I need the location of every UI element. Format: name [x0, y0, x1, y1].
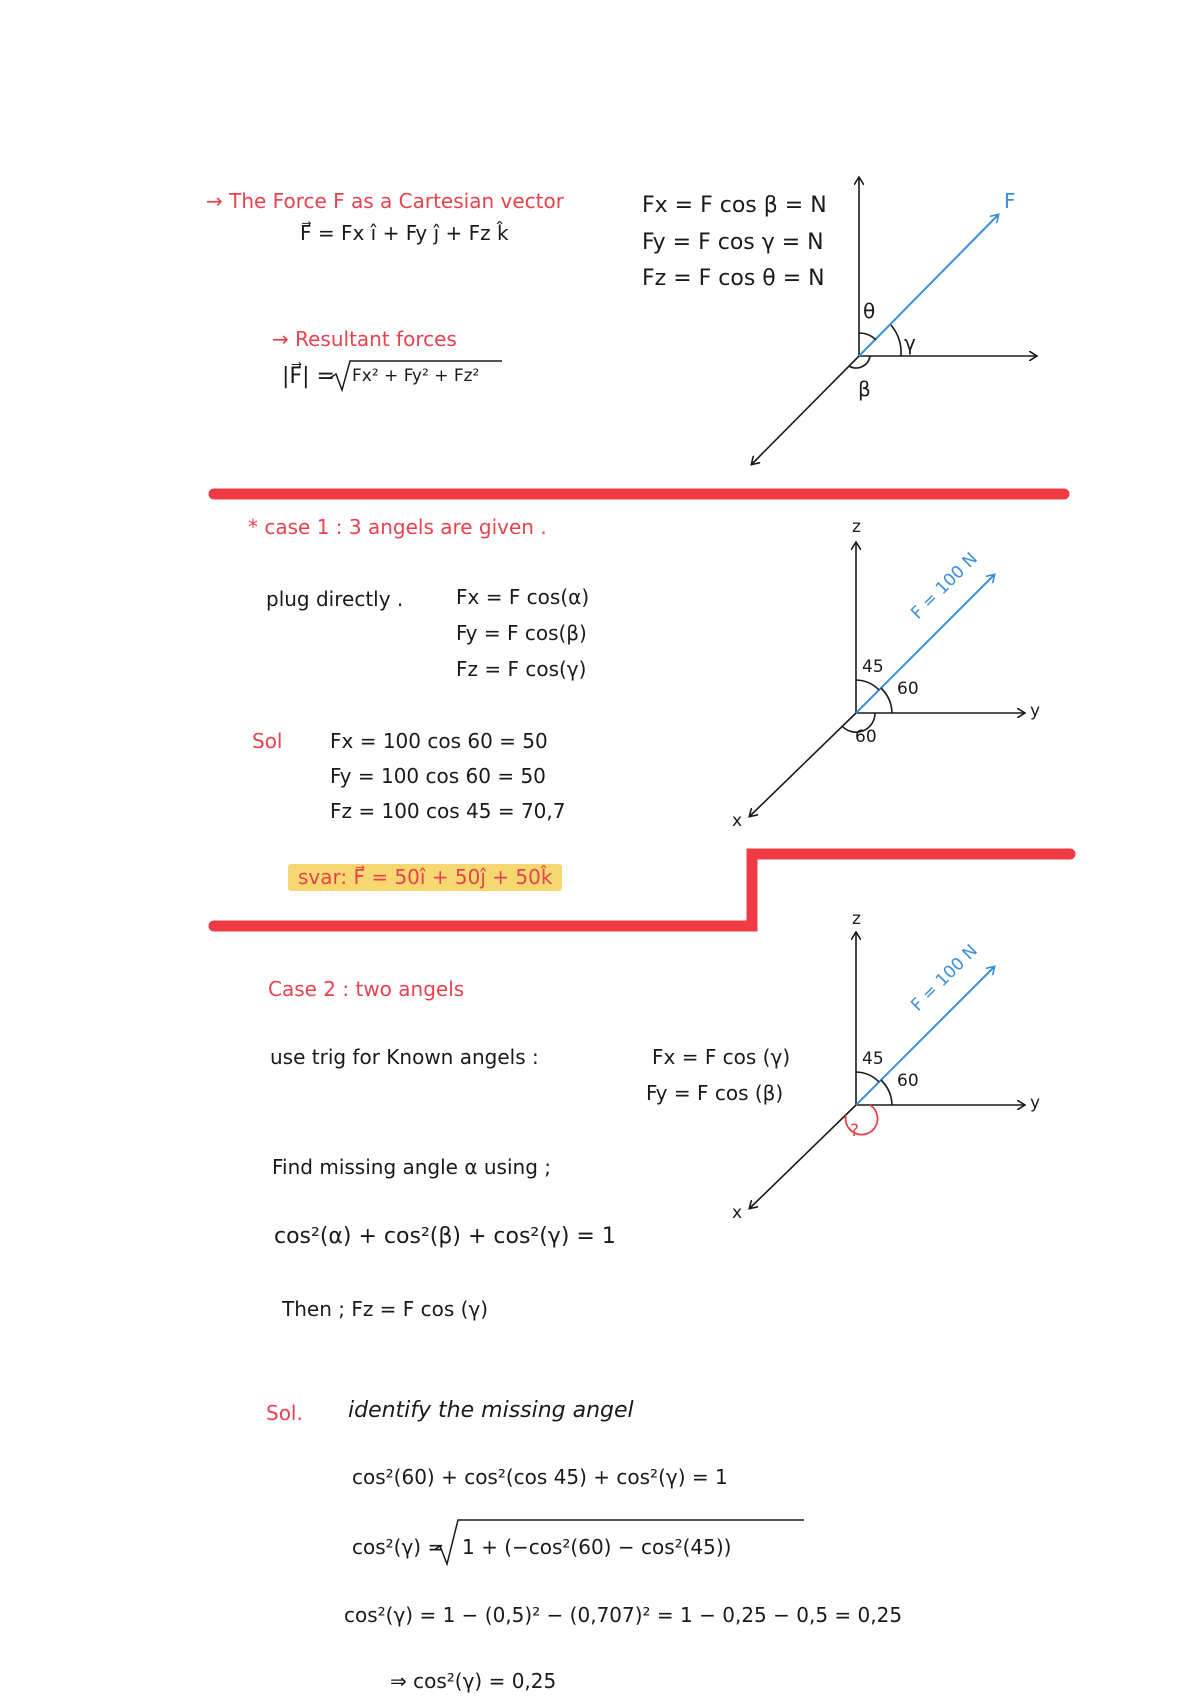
identify-missing-angle: identify the missing angel: [348, 1398, 634, 1423]
angle-label-gamma: γ: [904, 331, 916, 355]
case1-sol-z: Fz = 100 cos 45 = 70,7: [330, 799, 566, 823]
diagram-3: [750, 933, 1024, 1208]
diagram-2: [750, 543, 1024, 816]
diagram3-unknown-angle: ?: [850, 1121, 860, 1141]
diagram2-axis-x: x: [732, 811, 743, 831]
case2-eq-x: Fx = F cos (γ): [652, 1045, 791, 1069]
plug-directly: plug directly .: [266, 587, 404, 611]
angle-arc-theta: [859, 333, 876, 340]
case2-eq-y: Fy = F cos (β): [646, 1081, 784, 1105]
case1-eq-z: Fz = F cos(γ): [456, 657, 587, 681]
diagram2-axis-z: z: [852, 517, 861, 537]
case1-heading: * case 1 : 3 angels are given .: [248, 515, 547, 539]
calc-line-2-radicand: 1 + (−cos²(60) − cos²(45)): [462, 1535, 732, 1559]
diagram2-force-label: F = 100 N: [907, 548, 982, 624]
calc-line-3: cos²(γ) = 1 − (0,5)² − (0,707)² = 1 − 0,25 − 0,5 = 0,25: [344, 1603, 903, 1627]
diagram3-axis-y: y: [1030, 1093, 1041, 1113]
component-z-equation: Fz = F cos θ = N: [642, 266, 825, 291]
diagram2-axis-y: y: [1030, 701, 1041, 721]
axis-x-2: [750, 713, 856, 816]
diagram2-angle-45: 45: [862, 657, 884, 677]
calc-line-1: cos²(60) + cos²(cos 45) + cos²(γ) = 1: [352, 1465, 728, 1489]
resultant-lhs: |F⃗| =: [282, 364, 335, 389]
then-fz-equation: Then ; Fz = F cos (γ): [282, 1297, 489, 1321]
axis-x-1: [752, 356, 859, 464]
component-y-equation: Fy = F cos γ = N: [642, 230, 824, 255]
case2-sol-label: Sol.: [266, 1401, 303, 1425]
cartesian-vector-equation: F⃗ = Fx î + Fy ĵ + Fz k̂: [300, 221, 509, 245]
case1-eq-y: Fy = F cos(β): [456, 621, 587, 645]
diagram3-angle-45: 45: [862, 1049, 884, 1069]
calc-line-2-lhs: cos²(γ) =: [352, 1535, 445, 1559]
case1-sol-y: Fy = 100 cos 60 = 50: [330, 764, 546, 788]
use-trig-text: use trig for Known angels :: [270, 1045, 539, 1069]
case1-answer-highlight: svar: F⃗ = 50î + 50ĵ + 50k̂: [288, 864, 562, 891]
angle-arc-45: [856, 680, 879, 690]
angle-label-beta: β: [858, 377, 871, 401]
diagram2-angle-60-x: 60: [855, 727, 877, 747]
force-vector-1: [859, 215, 998, 356]
find-missing-angle-text: Find missing angle α using ;: [272, 1155, 552, 1179]
angle-arc-60-y: [881, 688, 892, 713]
angle-label-theta: θ: [863, 299, 876, 323]
resultant-heading: → Resultant forces: [272, 327, 457, 351]
case1-sol-label: Sol: [252, 729, 283, 753]
resultant-radicand: Fx² + Fy² + Fz²: [352, 366, 480, 386]
diagram3-force-label: F = 100 N: [907, 940, 982, 1016]
angle-arc-60-y-b: [881, 1080, 892, 1105]
cosine-identity: cos²(α) + cos²(β) + cos²(γ) = 1: [274, 1224, 616, 1249]
axis-x-3: [750, 1105, 856, 1208]
diagram3-angle-60: 60: [897, 1071, 919, 1091]
diagram2-angle-60-y: 60: [897, 679, 919, 699]
calc-line-4: ⇒ cos²(γ) = 0,25: [390, 1669, 557, 1693]
diagram3-axis-x: x: [732, 1203, 743, 1223]
angle-arc-gamma: [891, 325, 901, 356]
diagram-1: [752, 178, 1036, 464]
case2-heading: Case 2 : two angels: [268, 977, 465, 1001]
section1-heading: → The Force F as a Cartesian vector: [206, 189, 564, 213]
case1-sol-x: Fx = 100 cos 60 = 50: [330, 729, 548, 753]
diagram3-axis-z: z: [852, 909, 861, 929]
force-label-1: F: [1004, 189, 1016, 213]
angle-arc-45-b: [856, 1072, 879, 1082]
case1-eq-x: Fx = F cos(α): [456, 585, 590, 609]
component-x-equation: Fx = F cos β = N: [642, 193, 827, 218]
